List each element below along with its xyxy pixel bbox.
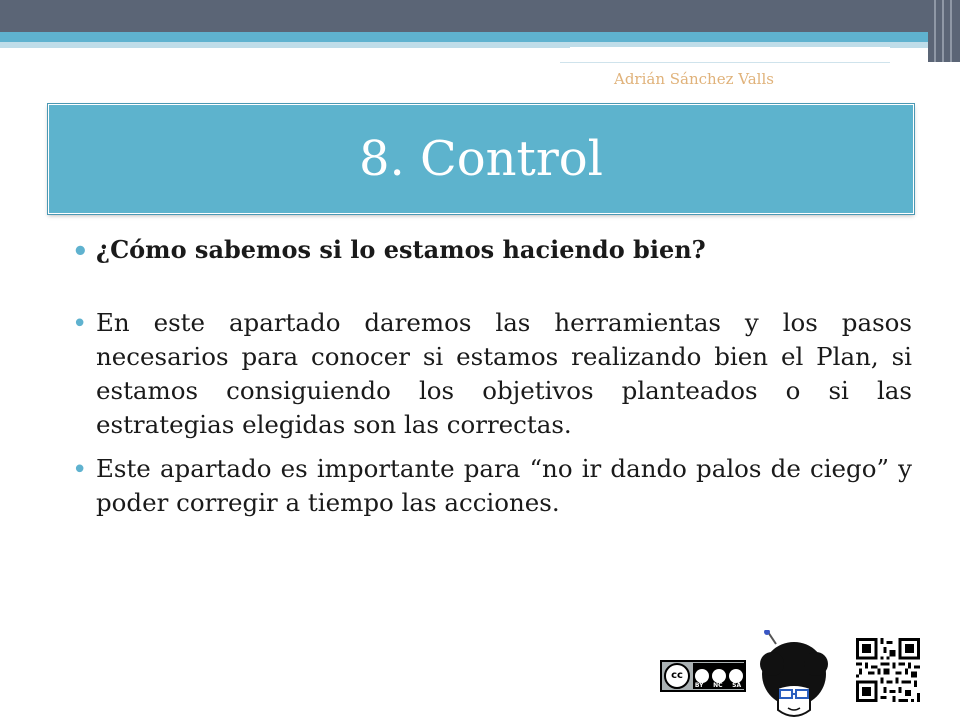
license-labels [690, 682, 746, 689]
bullet-importance [72, 452, 912, 520]
bullet-text: En este apartado daremos las herramientas y los pasos necesarios para conocer si estamos realizando bien el Plan, si estamos consiguiendo los objetivos planteados o si las estrategias elegidas son las correctas. [96, 308, 912, 439]
sa-icon [729, 669, 743, 683]
bullet-description [72, 306, 912, 442]
top-dark-band [0, 0, 960, 32]
bullet-dot-icon: • [72, 309, 88, 339]
license-label-sa: SA [732, 682, 742, 689]
slide-title: 8. Control [358, 131, 604, 187]
license-label-nc: NC [713, 682, 723, 689]
author-name: Adrián Sánchez Valls [614, 70, 774, 88]
title-banner [48, 104, 914, 214]
nc-icon [712, 669, 726, 683]
bullet-question [72, 232, 912, 268]
bullet-dot-icon: • [72, 237, 89, 267]
qr-code-icon [856, 638, 920, 702]
license-label-by: BY [694, 682, 704, 689]
top-white-line [570, 47, 890, 50]
top-accent-stripe [0, 32, 960, 42]
bullet-text: Este apartado es importante para “no ir dando palos de ciego” y poder corregir a tiempo las acciones. [96, 454, 912, 517]
top-thin-line [560, 62, 890, 63]
cc-logo-icon: cc [664, 663, 690, 689]
afro-avatar-icon [758, 630, 828, 720]
by-icon [695, 669, 709, 683]
bullet-text: ¿Cómo sabemos si lo estamos haciendo bien? [96, 235, 706, 264]
right-pillar [928, 0, 960, 62]
slide-content [72, 232, 912, 520]
bullet-dot-icon: • [72, 455, 88, 485]
